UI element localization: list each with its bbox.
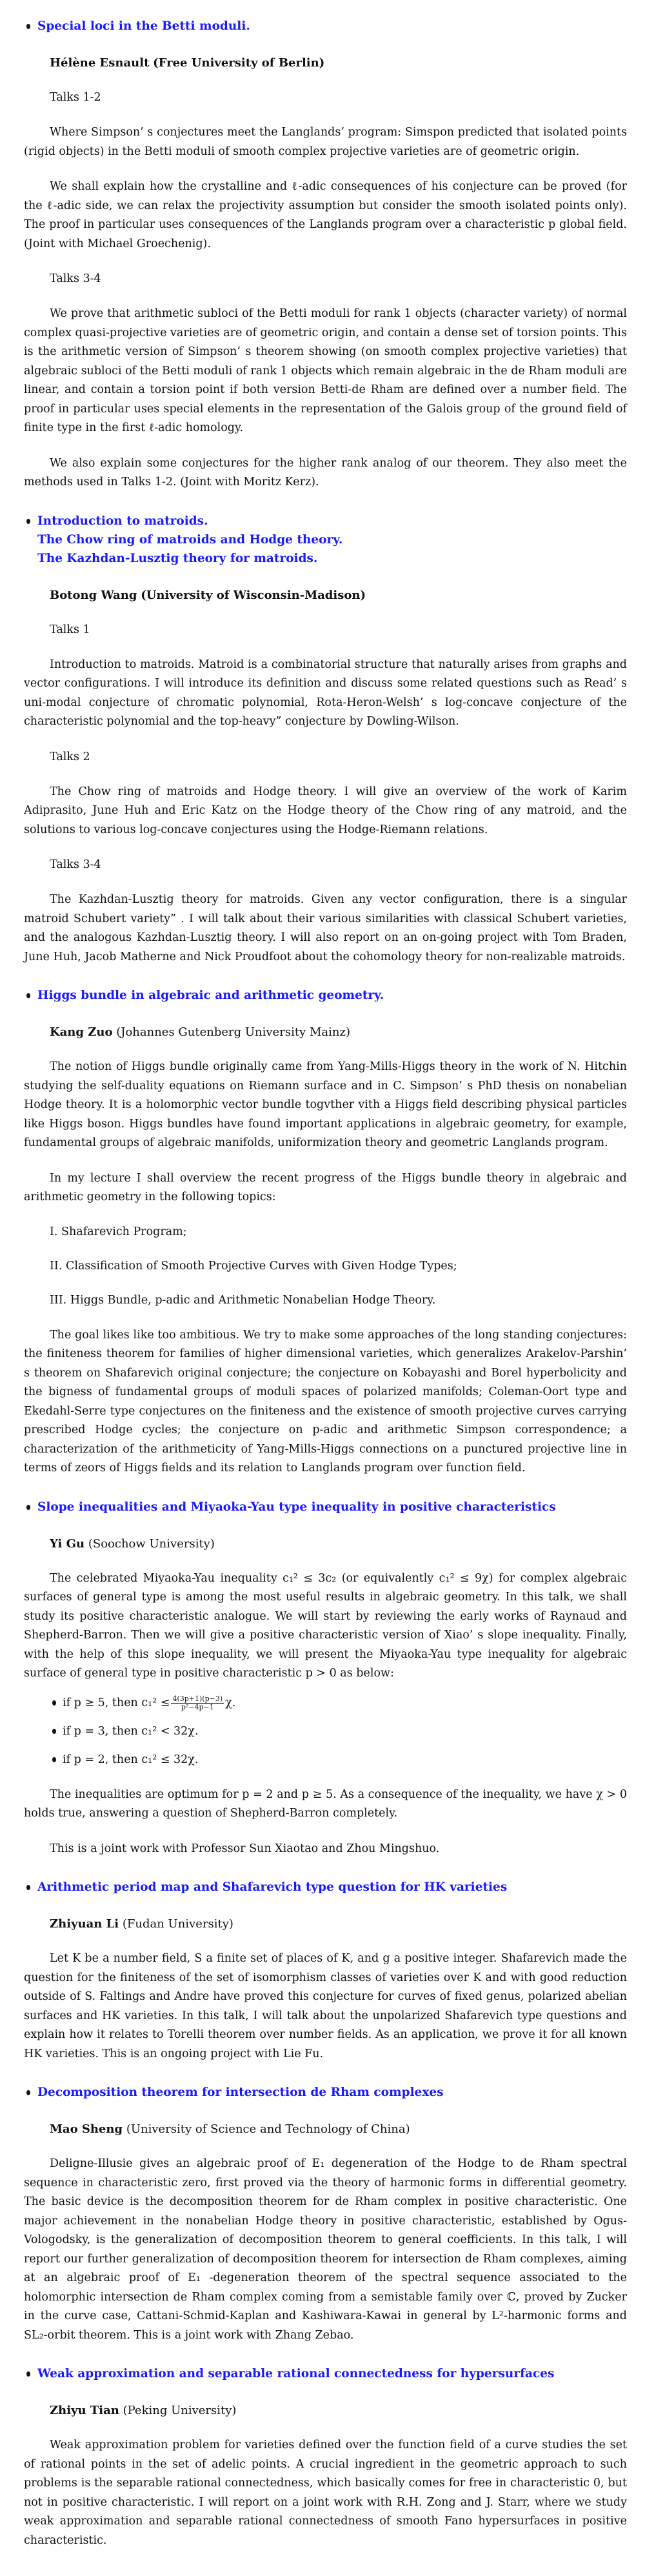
inequality-tail: χ.	[225, 1696, 236, 1709]
bullet-icon	[26, 2090, 30, 2095]
abstract-paragraph: The notion of Higgs bundle originally came from Yang-Mills-Higgs theory in the work of N. Hitchin studying the self-duality equations on Riemann surface and in C. Simpson’ s PhD thesis on nonabelian Hodge theory. It is a holomorphic vector bundle togvther vith a Higgs field describing physical particles like Higgs boson. Higgs bundles have found important applications in algebraic geometry, for example, fundamental groups of algebraic manifolds, uniformization theory and geometric Langlands program.	[24, 1060, 627, 1149]
bullet-icon	[52, 1729, 56, 1734]
session-title-link[interactable]: Weak approximation and separable rational connectedness for hypersurfaces	[37, 2367, 555, 2380]
speaker-line	[50, 2120, 629, 2138]
abstract-paragraph: We prove that arithmetic subloci of the Betti moduli for rank 1 objects (character variety) of normal complex quasi-projective varieties are of geometric origin, and contain a dense set of torsion points. This is the arithmetic version of Simpson’ s theorem showing (on smooth complex projective varieties) that algebraic subloci of the Betti moduli of rank 1 objects which remain algebraic in the de Rham moduli are linear, and contain a torsion point if both version Betti-de Rham are defined over a number field. The proof in particular uses special elements in the representation of the Galois group of the ground field of finite type in the first ℓ-adic homology.	[24, 307, 627, 434]
topic-item: II. Classification of Smooth Projective Curves with Given Hodge Types;	[50, 1259, 457, 1273]
session-title-link[interactable]: Arithmetic period map and Shafarevich type question for HK varieties	[37, 1880, 508, 1894]
speaker-name: Zhiyu Tian	[50, 2404, 119, 2417]
speaker-name: Mao Sheng	[50, 2122, 123, 2136]
abstract-paragraph: We shall explain how the crystalline and ℓ-adic consequences of his conjecture can be proved (for the ℓ-adic side, we can relax the projectivity assumption but consider the smooth isolated points only). The proof in particular uses consequences of the Langlands program over a characteristic p global field. (Joint with Michael Groechenig).	[24, 180, 627, 250]
abstract-paragraph: The Kazhdan-Lusztig theory for matroids. Given any vector configuration, there is a singular matroid Schubert variety” . I will talk about their various similarities with classical Schubert varieties, and the analogous Kazhdan-Lusztig theory. I will also report on an on-going project with Tom Braden, June Huh, Jacob Matherne and Nick Proudfoot about the cohomology theory for non-realizable matroids.	[24, 893, 627, 963]
talks-label: Talks 3-4	[50, 272, 101, 285]
bullet-icon	[52, 1757, 56, 1762]
session-title-link[interactable]: Decomposition theorem for intersection de Rham complexes	[37, 2086, 444, 2099]
session-matroids	[24, 512, 629, 967]
bullet-icon	[26, 2371, 30, 2377]
speaker-line	[50, 1023, 629, 1041]
speaker-name: Yi Gu	[50, 1536, 85, 1551]
inequality-condition: if p = 3, then c₁² < 32χ.	[63, 1724, 199, 1738]
session-betti-moduli	[24, 17, 629, 492]
inequality-item	[50, 1722, 629, 1741]
bullet-icon	[26, 993, 30, 998]
session-slope-inequalities	[24, 1498, 629, 1859]
speaker-name: Hélène Esnault	[50, 56, 150, 70]
abstract-paragraph: We also explain some conjectures for the higher rank analog of our theorem. They also meet the methods used in Talks 1-2. (Joint with Moritz Kerz).	[24, 456, 627, 488]
inequality-item	[50, 1694, 629, 1713]
session-arithmetic-period-map	[24, 1878, 629, 2064]
inequality-condition: if p ≥ 5, then c₁² ≤	[63, 1696, 170, 1709]
abstract-paragraph: The Chow ring of matroids and Hodge theory. I will give an overview of the work of Karim Adiprasito, June Huh and Eric Katz on the Hodge theory of the Chow ring of any matroid, and the solutions to various log-concave conjectures using the Hodge-Riemann relations.	[24, 785, 627, 836]
speaker-line	[50, 1535, 629, 1553]
session-title-link[interactable]: Higgs bundle in algebraic and arithmetic geometry.	[37, 989, 384, 1002]
speaker-affiliation: (Peking University)	[123, 2404, 237, 2417]
abstract-paragraph: This is a joint work with Professor Sun Xiaotao and Zhou Mingshuo.	[50, 1842, 440, 1855]
speaker-affiliation: (University of Wisconsin-Madison)	[141, 588, 366, 602]
inequality-list	[24, 1694, 629, 1769]
abstract-paragraph: The inequalities are optimum for p = 2 and p ≥ 5. As a consequence of the inequality, we have χ > 0 holds true, answering a question of Shepherd-Barron completely.	[24, 1787, 627, 1820]
abstract-paragraph: In my lecture I shall overview the recent progress of the Higgs bundle theory in algebraic and arithmetic geometry in the following topics:	[24, 1171, 627, 1203]
topic-item: III. Higgs Bundle, p-adic and Arithmetic Nonabelian Hodge Theory.	[50, 1293, 436, 1307]
bullet-icon	[26, 24, 30, 29]
session-higgs-bundle	[24, 986, 629, 1478]
speaker-affiliation: (University of Science and Technology of China)	[126, 2122, 410, 2136]
fraction-denominator: p²−4p−1	[181, 1702, 214, 1711]
speaker-name: Kang Zuo	[50, 1025, 113, 1039]
talks-label: Talks 2	[50, 750, 90, 763]
bullet-icon	[26, 1505, 30, 1510]
session-title-link[interactable]: Introduction to matroids.	[37, 514, 208, 528]
inequality-item	[50, 1751, 629, 1769]
talks-label: Talks 1	[50, 623, 90, 636]
abstract-paragraph: Introduction to matroids. Matroid is a combinatorial structure that naturally arises from graphs and vector configurations. I will introduce its definition and discuss some related questions such as Read’ s uni-modal conjecture of chromatic polynomial, Rota-Heron-Welsh’ s log-concave conjecture of the characteristic polynomial and the top-heavy” conjecture by Dowling-Wilson.	[24, 658, 627, 728]
speaker-line	[50, 2401, 629, 2420]
fraction-numerator: 4(3p+1)(p−3)	[172, 1694, 223, 1703]
bullet-icon	[26, 519, 30, 524]
session-title-link[interactable]: The Kazhdan-Lusztig theory for matroids.	[37, 551, 318, 565]
bullet-icon	[26, 1885, 30, 1890]
topic-item: I. Shafarevich Program;	[50, 1225, 187, 1238]
abstract-paragraph: The celebrated Miyaoka-Yau inequality c₁² ≤ 3c₂ (or equivalently c₁² ≤ 9χ) for complex algebraic surfaces of general type is among the most useful results in algebraic geometry. In this talk, we shall study its positive characteristic analogue. We will start by reviewing the early works of Raynaud and Shepherd-Barron. Then we will give a positive characteristic version of Xiao’ s slope inequality. Finally, with the help of this slope inequality, we will present the Miyaoka-Yau type inequality for algebraic surface of general type in positive characteristic p > 0 as below:	[24, 1571, 627, 1680]
speaker-line	[50, 586, 629, 605]
abstract-paragraph: Where Simpson’ s conjectures meet the Langlands’ program: Simspon predicted that isolated points (rigid objects) in the Betti moduli of smooth complex projective varieties are of geometric origin.	[24, 126, 627, 158]
speaker-name: Botong Wang	[50, 588, 137, 602]
speaker-affiliation: (Johannes Gutenberg University Mainz)	[116, 1025, 350, 1039]
speaker-affiliation: (Soochow University)	[88, 1536, 215, 1551]
speaker-affiliation: (Fudan University)	[122, 1917, 233, 1931]
abstract-paragraph: Let K be a number field, S a finite set of places of K, and g a positive integer. Shafarevich made the question for the finiteness of the set of isomorphism classes of varieties over K and with good reduction outside of S. Faltings and Andre have proved this conjecture for curves of fixed genus, polarized abelian surfaces and HK varieties. In this talk, I will talk about the unpolarized Shafarevich type questions and explain how it relates to Torelli theorem over number fields. As an application, we prove it for all known HK varieties. This is an ongoing project with Lie Fu.	[24, 1952, 627, 2060]
speaker-affiliation: (Free University of Berlin)	[153, 56, 325, 70]
abstract-paragraph: The goal likes like too ambitious. We try to make some approaches of the long standing conjectures: the finiteness theorem for families of higher dimensional varieties, which generalizes Arakelov-Parshin’ s theorem on Shafarevich original conjecture; the conjecture on Kobayashi and Borel hyperbolicity and the bigness of fundamental groups of moduli spaces of polarized manifolds; Coleman-Oort type and Ekedahl-Serre type conjectures on the finiteness and the existence of smooth projective curves carrying prescribed Hodge cycles; the conjecture on p-adic and arithmetic Simpson correspondence; a characterization of the arithmeticity of Yang-Mills-Higgs connections on a punctured projective line in terms of zeors of Higgs fields and its relation to Langlands program over function field.	[24, 1328, 627, 1474]
session-title-link[interactable]: Special loci in the Betti moduli.	[37, 19, 250, 33]
fraction	[171, 1695, 224, 1711]
inequality-condition: if p = 2, then c₁² ≤ 32χ.	[63, 1753, 199, 1766]
session-decomposition-theorem	[24, 2083, 629, 2345]
talks-label: Talks 1-2	[50, 91, 101, 104]
speaker-line	[50, 54, 629, 72]
speaker-name: Zhiyuan Li	[50, 1917, 119, 1931]
session-weak-approximation	[24, 2364, 629, 2550]
talks-label: Talks 3-4	[50, 858, 101, 871]
abstract-paragraph: Deligne-Illusie gives an algebraic proof of E₁ degeneration of the Hodge to de Rham spectral sequence in characteristic zero, first proved via the theory of harmonic forms in differential geometry. The basic device is the decomposition theorem for de Rham complex in positive characteristic. One major achievement in the nonabelian Hodge theory in positive characteristic, established by Ogus-Vologodsky, is the generalization of decomposition theorem to general coefficients. In this talk, I will report our further generalization of decomposition theorem for intersection de Rham complexes, aiming at an algebraic proof of E₁ -degeneration theorem of the spectral sequence associated to the holomorphic intersection de Rham complex coming from a semistable family over ℂ, proved by Zucker in the curve case, Cattani-Schmid-Kaplan and Kashiwara-Kawai in general by L²-harmonic forms and SL₂-orbit theorem. This is a joint work with Zhang Zebao.	[24, 2157, 627, 2342]
abstract-paragraph: Weak approximation problem for varieties defined over the function field of a curve studies the set of rational points in the set of adelic points. A crucial ingredient in the geometric approach to such problems is the separable rational connectedness, which basically comes for free in characteristic 0, but not in positive characteristic. I will report on a joint work with R.H. Zong and J. Starr, where we study weak approximation and separable rational connectedness of smooth Fano hypersurfaces in positive characteristic.	[24, 2439, 627, 2547]
session-title-link[interactable]: The Chow ring of matroids and Hodge theory.	[37, 532, 343, 547]
bullet-icon	[52, 1700, 56, 1706]
speaker-line	[50, 1915, 629, 1933]
session-title-link[interactable]: Slope inequalities and Miyaoka-Yau type inequality in positive characteristics	[37, 1500, 556, 1514]
